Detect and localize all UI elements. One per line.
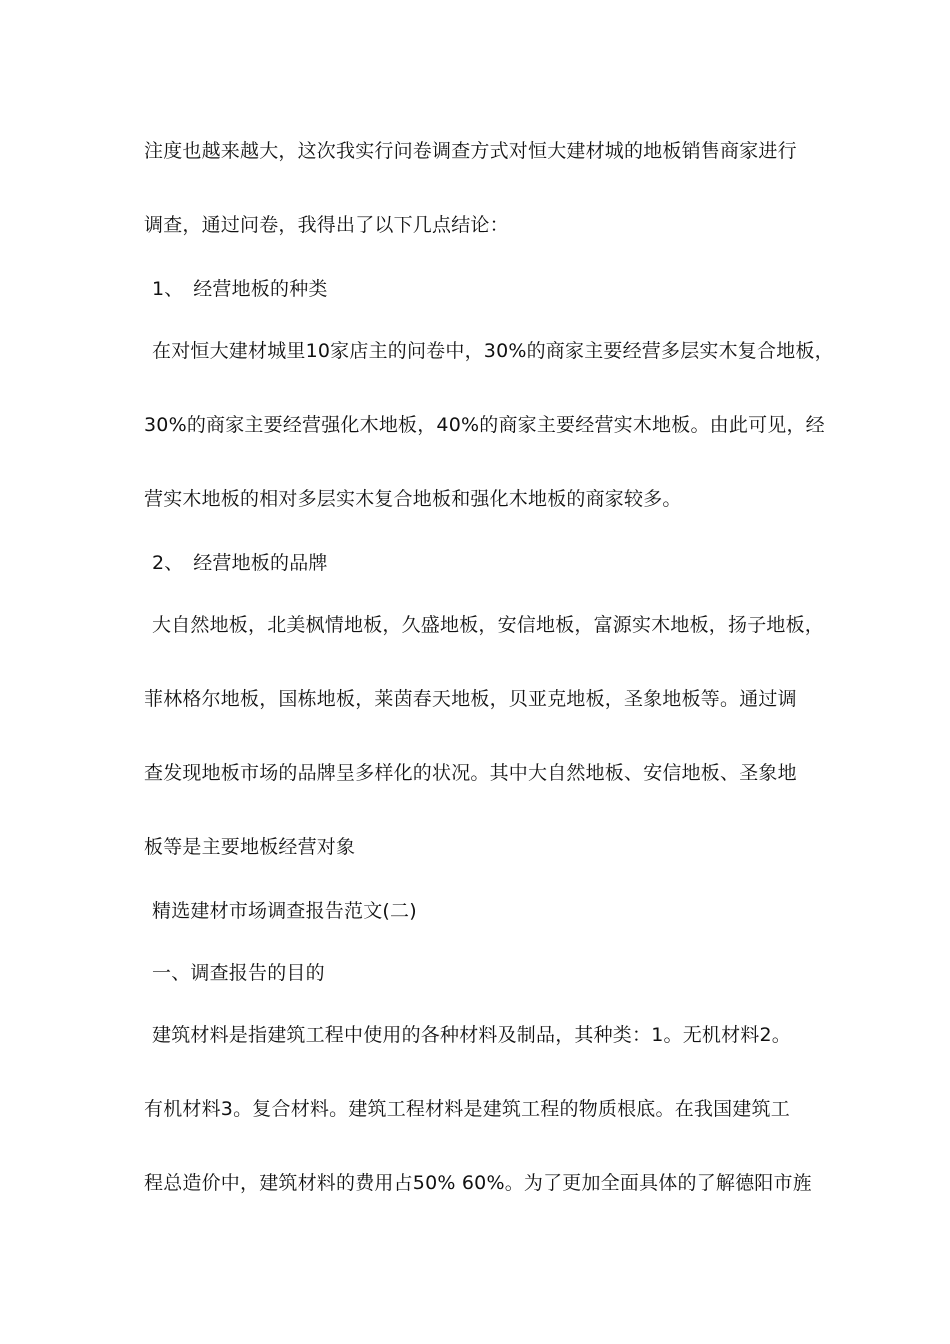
paragraph-line: 营实木地板的相对多层实木复合地板和强化木地板的商家较多。 [144, 488, 682, 510]
paragraph-line: 注度也越来越大，这次我实行问卷调查方式对恒大建材城的地板销售商家进行 [144, 140, 797, 162]
section-heading-2: 2、 经营地板的品牌 [152, 552, 328, 574]
paragraph-line: 程总造价中，建筑材料的费用占50% 60%。为了更加全面具体的了解德阳市旌 [144, 1172, 812, 1194]
paragraph-line: 调查，通过问卷，我得出了以下几点结论： [144, 214, 509, 236]
section-heading-purpose: 一、调查报告的目的 [152, 962, 325, 984]
paragraph-line: 建筑材料是指建筑工程中使用的各种材料及制品，其种类：1。无机材料2。 [152, 1024, 791, 1046]
paragraph-line: 板等是主要地板经营对象 [144, 836, 356, 858]
paragraph-line: 大自然地板，北美枫情地板，久盛地板，安信地板，富源实木地板，扬子地板， [152, 614, 825, 636]
paragraph-line: 有机材料3。复合材料。建筑工程材料是建筑工程的物质根底。在我国建筑工 [144, 1098, 790, 1120]
paragraph-line: 30%的商家主要经营强化木地板，40%的商家主要经营实木地板。由此可见，经 [144, 414, 825, 436]
paragraph-line: 菲林格尔地板，国栋地板，莱茵春天地板，贝亚克地板，圣象地板等。通过调 [144, 688, 797, 710]
section-heading-1: 1、 经营地板的种类 [152, 278, 328, 300]
document-title: 精选建材市场调查报告范文(二) [152, 900, 417, 922]
paragraph-line: 在对恒大建材城里10家店主的问卷中，30%的商家主要经营多层实木复合地板， [152, 340, 834, 362]
paragraph-line: 查发现地板市场的品牌呈多样化的状况。其中大自然地板、安信地板、圣象地 [144, 762, 797, 784]
